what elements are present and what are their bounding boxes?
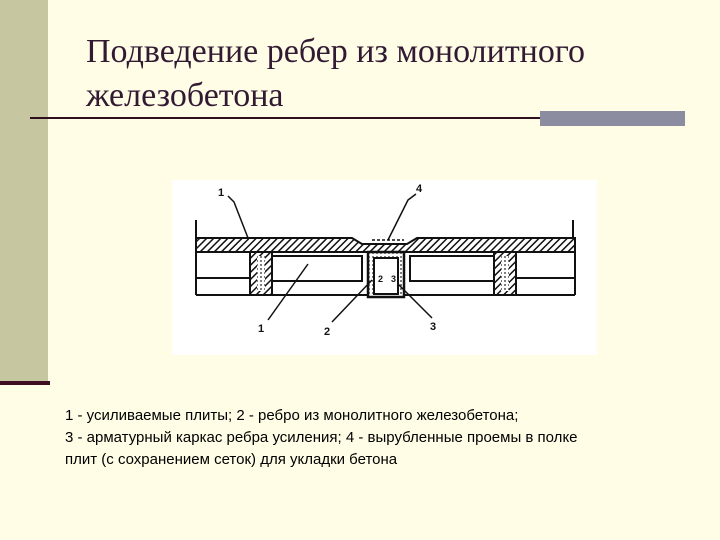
slide-title (86, 30, 686, 118)
label-1-top: 1 (218, 187, 225, 199)
title-line-2: железобетона (86, 77, 284, 114)
label-4-top: 4 (416, 183, 423, 195)
left-bar-underline (0, 381, 50, 385)
caption-line-1: 1 - усиливаемые плиты; 2 - ребро из монолитного железобетона; (65, 407, 519, 424)
label-1-bottom: 1 (258, 323, 265, 335)
figure-caption (65, 405, 705, 471)
title-rule-accent (540, 111, 685, 126)
label-3-bottom: 3 (430, 321, 437, 333)
left-decorative-bar (0, 0, 48, 381)
title-line-1: Подведение ребер из монолитного (86, 33, 585, 70)
caption-line-2: 3 - арматурный каркас ребра усиления; 4 - вырубленные проемы в полке (65, 429, 578, 446)
title-rule (30, 117, 540, 119)
label-rib-2: 2 (378, 274, 384, 284)
cross-section-drawing (172, 180, 597, 355)
label-2-bottom: 2 (324, 326, 331, 338)
label-rib-3: 3 (391, 274, 397, 284)
caption-line-3: плит (с сохранением сеток) для укладки бетона (65, 451, 398, 468)
cross-section-figure (172, 180, 597, 355)
